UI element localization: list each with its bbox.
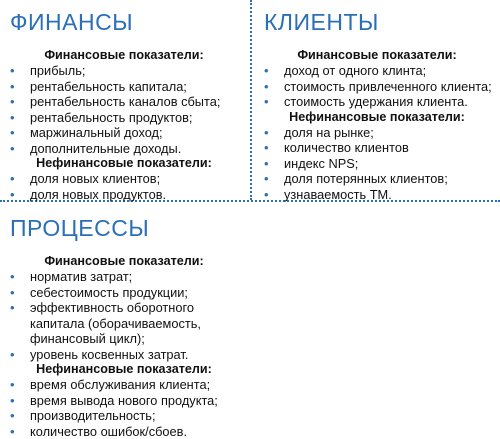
- list-item: [10, 347, 246, 363]
- list-item: [264, 171, 496, 187]
- finance-quadrant: [10, 4, 246, 202]
- list-item-text: индекс NPS;: [284, 156, 358, 171]
- list-item-text: маржинальный доход;: [30, 125, 163, 140]
- list-item-text: время обслуживания клиента;: [30, 377, 210, 392]
- bullet-dot-icon: •: [10, 424, 15, 439]
- bullet-dot-icon: •: [10, 393, 15, 409]
- clients-financial-list: [264, 63, 496, 110]
- bullet-dot-icon: •: [10, 125, 15, 141]
- bullet-dot-icon: •: [10, 285, 15, 301]
- processes-financial-header: Финансовые показатели:: [10, 254, 238, 269]
- list-item-text: доля на рынке;: [284, 125, 374, 140]
- list-item-text: стоимость удержания клиента.: [284, 94, 468, 109]
- list-item: [264, 63, 496, 79]
- bullet-dot-icon: •: [10, 141, 15, 157]
- finance-financial-header: Финансовые показатели:: [10, 48, 238, 63]
- clients-title: КЛИЕНТЫ: [264, 4, 496, 48]
- bullet-dot-icon: •: [10, 347, 15, 363]
- list-item-text: уровень косвенных затрат.: [30, 347, 188, 362]
- list-item-text: стоимость привлеченного клиента;: [284, 79, 492, 94]
- finance-nonfinancial-list: [10, 171, 246, 202]
- list-item: [10, 171, 246, 187]
- processes-financial-list: [10, 269, 246, 362]
- bullet-dot-icon: •: [264, 63, 269, 79]
- processes-quadrant: [10, 210, 246, 439]
- bullet-dot-icon: •: [10, 63, 15, 79]
- list-item-text: узнаваемость ТМ.: [284, 187, 392, 202]
- list-item-text: дополнительные доходы.: [30, 141, 181, 156]
- list-item-text: норматив затрат;: [30, 269, 132, 284]
- bullet-dot-icon: •: [264, 140, 269, 156]
- list-item: [10, 377, 246, 393]
- finance-financial-list: [10, 63, 246, 156]
- list-item-text: рентабельность продуктов;: [30, 110, 193, 125]
- bullet-dot-icon: •: [10, 110, 15, 126]
- list-item-text: доход от одного клинта;: [284, 63, 426, 78]
- list-item-text: доля новых клиентов;: [30, 171, 160, 186]
- bullet-dot-icon: •: [10, 79, 15, 95]
- clients-financial-header: Финансовые показатели:: [264, 48, 490, 63]
- bullet-dot-icon: •: [10, 94, 15, 110]
- list-item-text: доля потерянных клиентов;: [284, 171, 448, 186]
- list-item-text: производительность;: [30, 408, 156, 423]
- list-item: [10, 141, 246, 157]
- list-item-text: количество ошибок/сбоев.: [30, 424, 187, 439]
- clients-nonfinancial-list: [264, 125, 496, 203]
- bullet-dot-icon: •: [264, 171, 269, 187]
- finance-title: ФИНАНСЫ: [10, 4, 246, 48]
- bullet-dot-icon: •: [10, 377, 15, 393]
- list-item: [264, 156, 496, 172]
- list-item-text: количество клиентов: [284, 140, 409, 155]
- list-item: [264, 94, 496, 110]
- bullet-dot-icon: •: [10, 187, 15, 203]
- bullet-dot-icon: •: [264, 125, 269, 141]
- list-item: [10, 79, 246, 95]
- list-item: [10, 63, 246, 79]
- list-item-text: время вывода нового продукта;: [30, 393, 218, 408]
- bullet-dot-icon: •: [264, 79, 269, 95]
- bullet-dot-icon: •: [264, 156, 269, 172]
- list-item: [10, 300, 246, 347]
- list-item: [264, 187, 496, 203]
- list-item: [10, 393, 246, 409]
- processes-title: ПРОЦЕССЫ: [10, 210, 246, 254]
- list-item: [10, 110, 246, 126]
- list-item-text: прибыль;: [30, 63, 85, 78]
- vertical-divider: [250, 0, 252, 200]
- list-item: [10, 424, 246, 439]
- list-item-text: себестоимость продукции;: [30, 285, 188, 300]
- clients-nonfinancial-header: Нефинансовые показатели:: [264, 110, 490, 125]
- bullet-dot-icon: •: [264, 187, 269, 203]
- bullet-dot-icon: •: [10, 408, 15, 424]
- list-item-text: доля новых продуктов.: [30, 187, 166, 202]
- list-item: [264, 125, 496, 141]
- list-item: [264, 79, 496, 95]
- list-item: [10, 285, 246, 301]
- list-item: [264, 140, 496, 156]
- bullet-dot-icon: •: [10, 269, 15, 285]
- list-item-text: рентабельность капитала;: [30, 79, 187, 94]
- processes-nonfinancial-header: Нефинансовые показатели:: [10, 362, 238, 377]
- bullet-dot-icon: •: [264, 94, 269, 110]
- list-item-text: эффективность оборотного капитала (оборачиваемость, финансовый цикл);: [30, 300, 201, 346]
- list-item: [10, 408, 246, 424]
- bullet-dot-icon: •: [10, 171, 15, 187]
- list-item: [10, 125, 246, 141]
- list-item: [10, 269, 246, 285]
- clients-quadrant: [264, 4, 496, 202]
- list-item: [10, 187, 246, 203]
- bullet-dot-icon: •: [10, 300, 15, 316]
- finance-nonfinancial-header: Нефинансовые показатели:: [10, 156, 238, 171]
- list-item-text: рентабельность каналов сбыта;: [30, 94, 220, 109]
- list-item: [10, 94, 246, 110]
